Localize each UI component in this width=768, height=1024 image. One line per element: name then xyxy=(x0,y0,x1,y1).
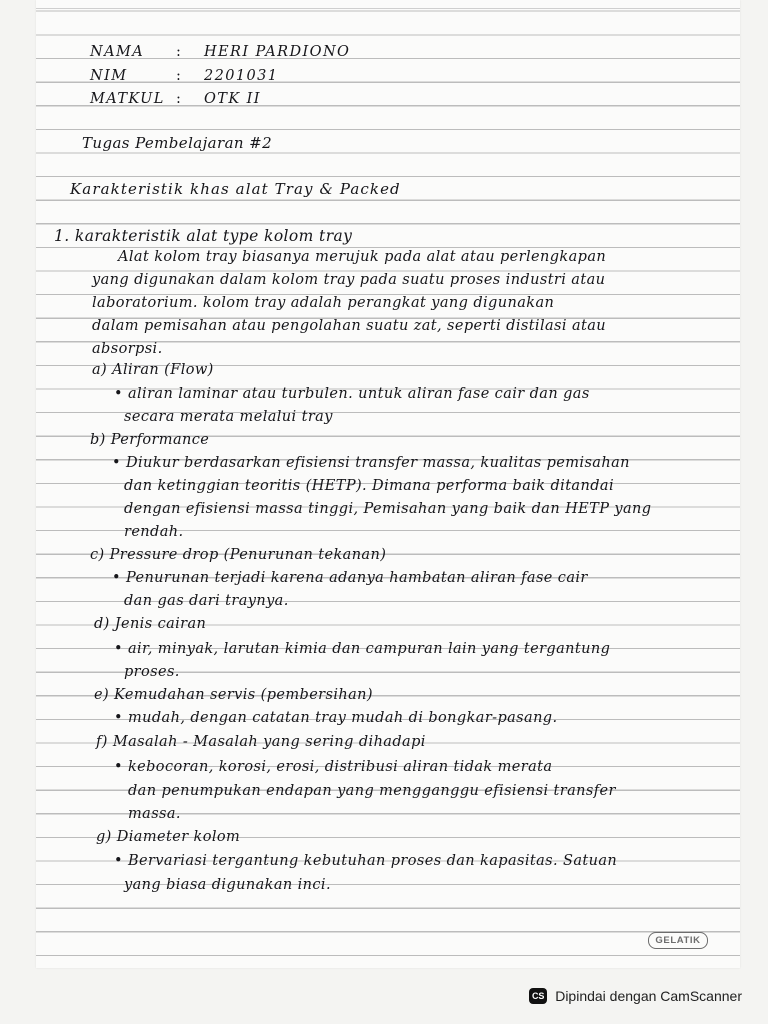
item-g-line-1: • Bervariasi tergantung kebutuhan proses dan kapasitas. Satuan xyxy=(114,853,618,869)
camscanner-logo-icon: CS xyxy=(529,988,547,1004)
item-g-line-2: yang biasa digunakan inci. xyxy=(124,877,331,893)
item-b-title: b) Performance xyxy=(90,432,210,448)
intro-line-1: Alat kolom tray biasanya merujuk pada alat atau perlengkapan xyxy=(118,249,607,265)
item-a-title: a) Aliran (Flow) xyxy=(92,362,214,378)
notebook-brand-stamp: GELATIK xyxy=(648,932,708,949)
item-c-line-1: • Penurunan terjadi karena adanya hambatan aliran fase cair xyxy=(112,570,588,586)
item-b-line-2: dan ketinggian teoritis (HETP). Dimana performa baik ditandai xyxy=(124,478,614,494)
nama-value: HERI PARDIONO xyxy=(204,44,351,60)
item-c-title: c) Pressure drop (Penurunan tekanan) xyxy=(90,547,387,563)
intro-line-3: laboratorium. kolom tray adalah perangkat yang digunakan xyxy=(92,295,555,311)
item-f-line-3: massa. xyxy=(128,806,181,822)
item-d-title: d) Jenis cairan xyxy=(94,616,207,632)
matkul-label: MATKUL xyxy=(90,91,165,107)
nim-label: NIM xyxy=(90,68,128,84)
item-g-title: g) Diameter kolom xyxy=(96,829,241,845)
item-f-title: f) Masalah - Masalah yang sering dihadapi xyxy=(96,734,426,750)
item-d-line-1: • air, minyak, larutan kimia dan campuran lain yang tergantung xyxy=(114,641,611,657)
nim-value: 2201031 xyxy=(204,68,279,84)
matkul-value: OTK II xyxy=(204,91,261,107)
item-a-line-1: • aliran laminar atau turbulen. untuk aliran fase cair dan gas xyxy=(114,386,590,402)
page-top-line xyxy=(36,8,740,9)
nama-label: NAMA xyxy=(90,44,145,60)
item-c-line-2: dan gas dari traynya. xyxy=(124,593,289,609)
scanner-watermark-text: Dipindai dengan CamScanner xyxy=(555,988,742,1004)
intro-line-4: dalam pemisahan atau pengolahan suatu zat, seperti distilasi atau xyxy=(92,318,606,334)
assignment-title: Tugas Pembelajaran #2 xyxy=(82,134,273,152)
item-b-line-4: rendah. xyxy=(124,524,184,540)
intro-line-2: yang digunakan dalam kolom tray pada suatu proses industri atau xyxy=(92,272,606,288)
item-f-line-2: dan penumpukan endapan yang mengganggu efisiensi transfer xyxy=(128,783,616,799)
section-1-heading: 1. karakteristik alat type kolom tray xyxy=(54,227,353,245)
nim-colon: : xyxy=(176,68,181,84)
item-a-line-2: secara merata melalui tray xyxy=(124,409,333,425)
topic-title: Karakteristik khas alat Tray & Packed xyxy=(70,180,401,198)
matkul-colon: : xyxy=(176,91,181,107)
item-e-title: e) Kemudahan servis (pembersihan) xyxy=(94,687,373,703)
item-b-line-3: dengan efisiensi massa tinggi, Pemisahan yang baik dan HETP yang xyxy=(124,501,652,517)
intro-line-5: absorpsi. xyxy=(92,341,163,357)
item-b-line-1: • Diukur berdasarkan efisiensi transfer massa, kualitas pemisahan xyxy=(112,455,630,471)
scanner-watermark xyxy=(529,982,742,1010)
item-e-line-1: • mudah, dengan catatan tray mudah di bongkar-pasang. xyxy=(114,710,558,726)
nama-colon: : xyxy=(176,44,181,60)
item-f-line-1: • kebocoran, korosi, erosi, distribusi aliran tidak merata xyxy=(114,759,553,775)
item-d-line-2: proses. xyxy=(124,664,180,680)
